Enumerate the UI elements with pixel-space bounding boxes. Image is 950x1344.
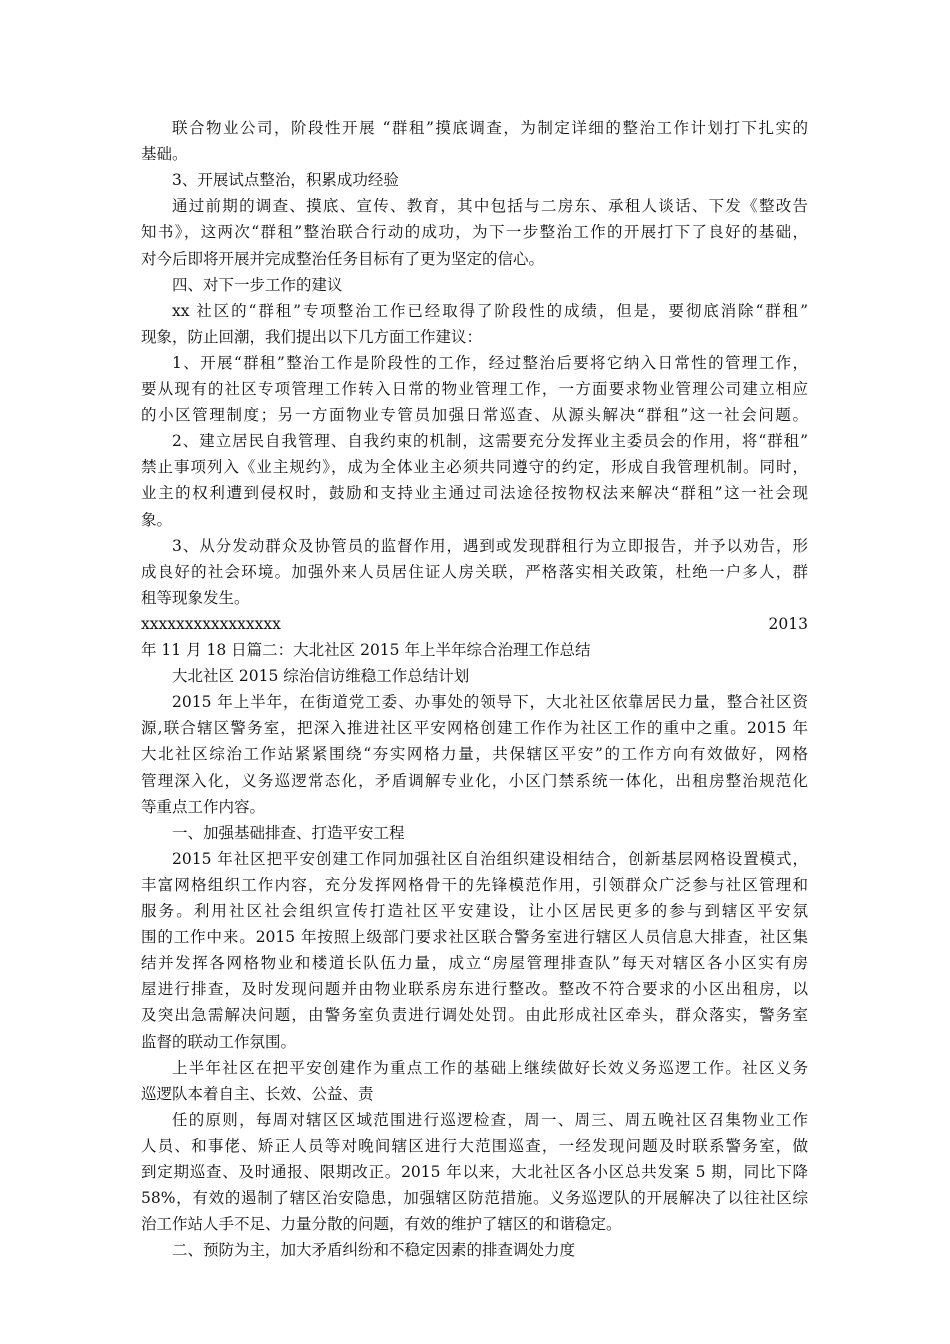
text-line-right: 2013 <box>768 614 808 633</box>
text-line: 等重点工作内容。 <box>141 797 266 816</box>
text-line: 联合物业公司，阶段性开展 “群租”摸底调查，为制定详细的整治工作计划打下扎实的 <box>172 119 808 137</box>
text-line: 2015 年社区把平安创建工作同加强社区自治组织建设相结合，创新基层网格设置模式， <box>172 849 808 868</box>
text-line: 二、预防为主，加大矛盾纠纷和不稳定因素的排查调处力度 <box>172 1241 576 1260</box>
text-line: 源,联合辖区警务室，把深入推进社区平安网格创建工作作为社区工作的重中之重。2015 年 <box>141 719 808 738</box>
text-line: 年 11 月 18 日篇二：大北社区 2015 年上半年综合治理工作总结 <box>141 641 591 659</box>
text-line: 围的工作中来。2015 年按照上级部门要求社区联合警务室进行辖区人员信息大排查，社区集 <box>141 928 808 947</box>
text-line: 知书》，这两次“群租”整治联合行动的成功，为下一步整治工作的开展打下了良好的基础， <box>141 223 808 242</box>
text-line: 现象，防止回潮，我们提出以下几方面工作建议： <box>141 327 483 346</box>
text-line: 服务。利用社区社会组织宣传打造社区平安建设，让小区居民更多的参与到辖区平安氛 <box>141 902 808 920</box>
text-line: 结并发挥各网格物业和楼道长队伍力量，成立“房屋管理排查队”每天对辖区各小区实有房 <box>141 954 808 973</box>
text-line: 丰富网格组织工作内容，充分发挥网格骨干的先锋模范作用，引领群众广泛参与社区管理和 <box>141 875 808 894</box>
text-line: 2015 年上半年，在街道党工委、办事处的领导下，大北社区依靠居民力量，整合社区资 <box>172 693 808 712</box>
text-line: 对今后即将开展并完成整治任务目标有了更为坚定的信心。 <box>141 249 545 268</box>
text-line: 业主的权利遭到侵权时，鼓励和支持业主通过司法途径按物权法来解决“群租”这一社会现 <box>141 484 808 503</box>
text-line: xx 社区的“群租”专项整治工作已经取得了阶段性的成绩，但是，要彻底消除“群租” <box>172 301 808 320</box>
text-line: 58%，有效的遏制了辖区治安隐患，加强辖区防范措施。义务巡逻队的开展解决了以往社区综 <box>141 1189 808 1208</box>
text-line: 管理深入化，义务巡逻常态化，矛盾调解专业化，小区门禁系统一体化，出租房整治规范化 <box>141 771 808 790</box>
text-line: 象。 <box>141 510 173 529</box>
text-line: 治工作站人手不足、力量分散的问题，有效的维护了辖区的和谐稳定。 <box>141 1215 622 1234</box>
text-line: 成良好的社会环境。加强外来人员居住证人房关联，严格落实相关政策，杜绝一户多人，群 <box>141 562 808 581</box>
text-line: 3、开展试点整治，积累成功经验 <box>172 171 399 190</box>
text-line: 2、建立居民自我管理、自我约束的机制，这需要充分发挥业主委员会的作用，将“群租” <box>172 432 808 451</box>
text-line: 监督的联动工作氛围。 <box>141 1032 297 1051</box>
text-line: 大北社区 2015 综治信访维稳工作总结计划 <box>172 667 470 686</box>
text-line: 一、加强基础排查、打造平安工程 <box>172 823 405 842</box>
text-line: 人员、和事佬、矫正人员等对晚间辖区进行大范围巡查，一经发现问题及时联系警务室，做 <box>141 1136 808 1155</box>
text-line-split <box>141 613 808 635</box>
text-line: 基础。 <box>141 145 188 164</box>
text-line: 四、对下一步工作的建议 <box>172 275 343 294</box>
text-line: 到定期巡查、及时通报、限期改正。2015 年以来，大北社区各小区总共发案 5 期，同比下降 <box>141 1163 808 1181</box>
text-line-left: xxxxxxxxxxxxxxxx <box>141 614 281 633</box>
text-line: 巡逻队本着自主、长效、公益、责 <box>141 1084 374 1103</box>
text-line: 通过前期的调查、摸底、宣传、教育，其中包括与二房东、承租人谈话、下发《整改告 <box>172 197 808 216</box>
text-line: 及突出急需解决问题，由警务室负责进行调处处罚。由此形成社区牵头，群众落实，警务室 <box>141 1006 808 1025</box>
text-line: 3、从分发动群众及协管员的监督作用，遇到或发现群租行为立即报告，并予以劝告，形 <box>172 536 808 555</box>
text-line: 大北社区综治工作站紧紧围绕“夯实网格力量，共保辖区平安”的工作方向有效做好，网格 <box>141 745 808 764</box>
text-line: 的小区管理制度；另一方面物业专管员加强日常巡查、从源头解决“群租”这一社会问题。 <box>141 406 808 425</box>
text-line: 1、开展“群租”整治工作是阶段性的工作，经过整治后要将它纳入日常性的管理工作， <box>172 353 808 372</box>
text-line: 要从现有的社区专项管理工作转入日常的物业管理工作，一方面要求物业管理公司建立相应 <box>141 380 808 398</box>
text-line: 租等现象发生。 <box>141 588 250 607</box>
text-line: 上半年社区在把平安创建作为重点工作的基础上继续做好长效义务巡逻工作。社区义务 <box>172 1058 808 1077</box>
text-line: 任的原则，每周对辖区区域范围进行巡逻检查，周一、周三、周五晚社区召集物业工作 <box>172 1110 808 1129</box>
text-line: 屋进行排查，及时发现问题并由物业联系房东进行整改。整改不符合要求的小区出租房，以 <box>141 980 808 999</box>
text-line: 禁止事项列入《业主规约》，成为全体业主必须共同遵守的约定，形成自我管理机制。同时， <box>141 458 808 477</box>
